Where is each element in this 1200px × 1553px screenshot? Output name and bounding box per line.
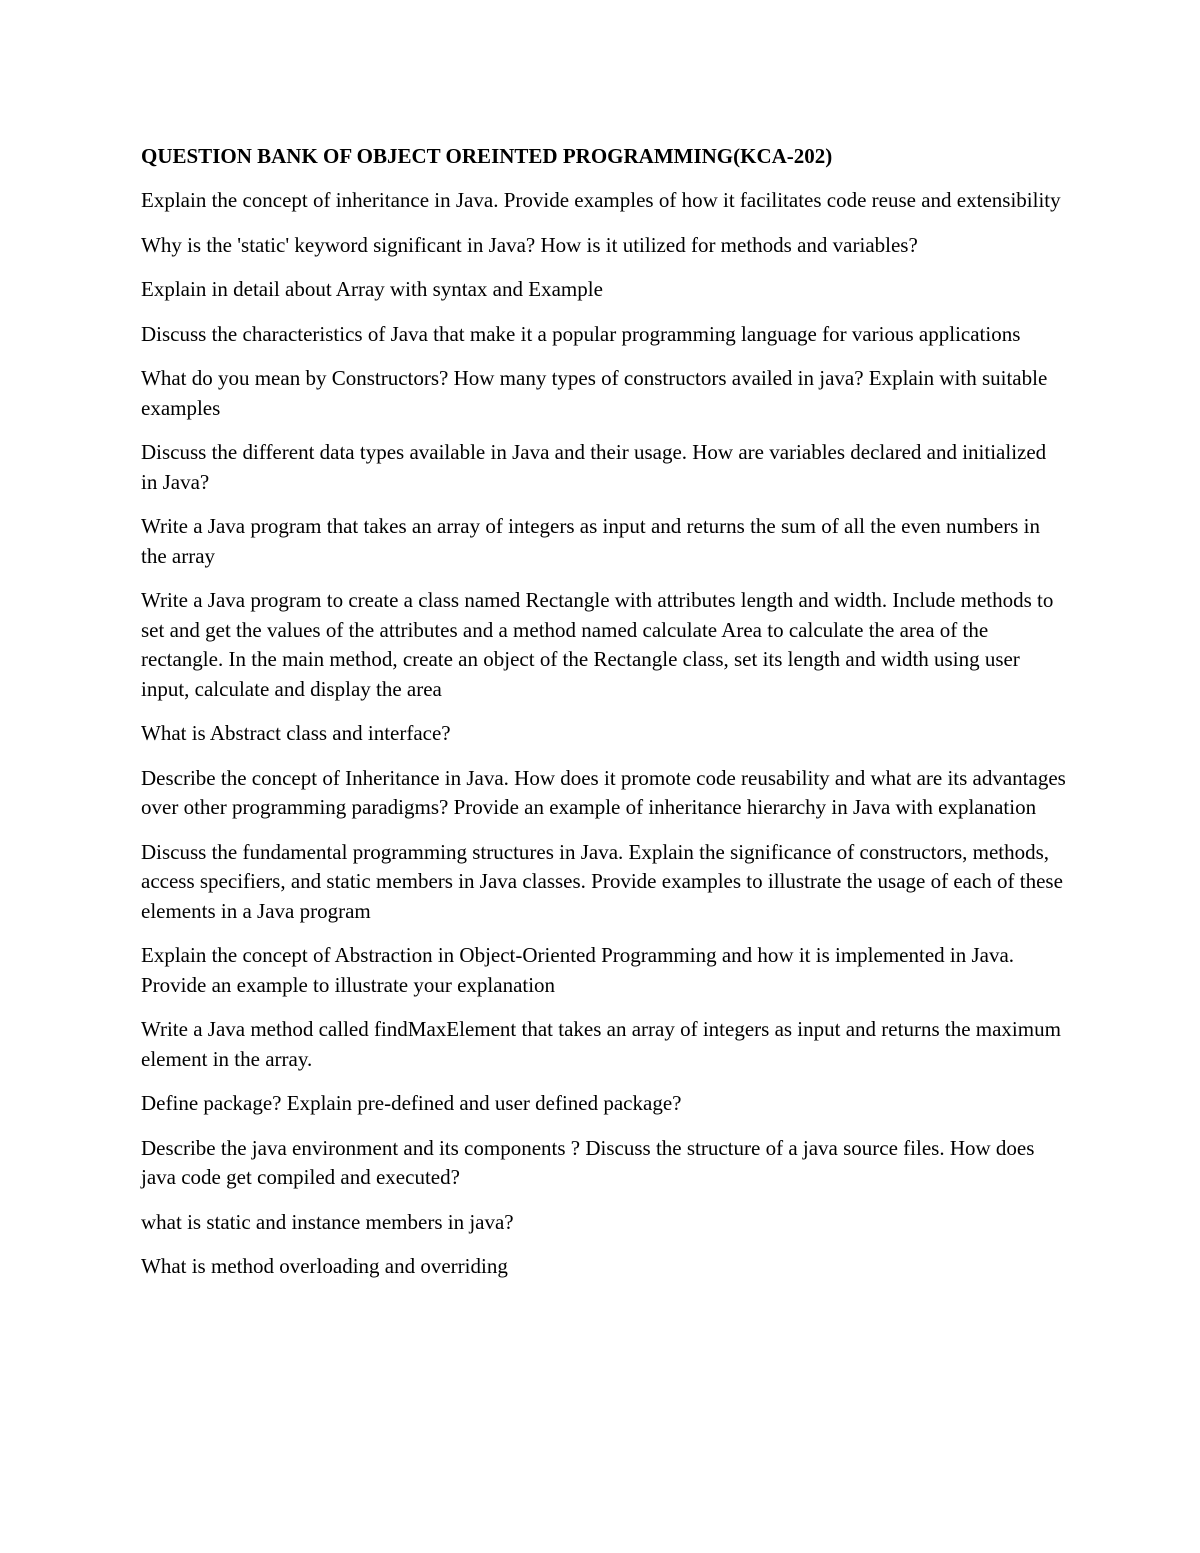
question-list	[141, 186, 1066, 1282]
question-item: Write a Java method called findMaxElement that takes an array of integers as input and returns the maximum element in the array.	[141, 1017, 1061, 1071]
question-item: Why is the 'static' keyword significant in Java? How is it utilized for methods and variables?	[141, 232, 918, 257]
question-item: Discuss the characteristics of Java that make it a popular programming language for various applications	[141, 321, 1021, 346]
question-item: Define package? Explain pre-defined and user defined package?	[141, 1091, 682, 1115]
question-item: What do you mean by Constructors? How many types of constructors availed in java? Explain with suitable examples	[141, 366, 1048, 420]
question-item: Explain the concept of Abstraction in Object-Oriented Programming and how it is implemented in Java. Provide an example to illustrate your explanation	[141, 943, 1015, 997]
question-item: What is method overloading and overriding	[141, 1254, 508, 1278]
question-item: Explain in detail about Array with syntax and Example	[141, 277, 603, 301]
question-item: Describe the concept of Inheritance in Java. How does it promote code reusability and what are its advantages over other programming paradigms? Provide an example of inheritance hierarchy in Java with explanation	[141, 765, 1066, 819]
question-item: Explain the concept of inheritance in Java. Provide examples of how it facilitates code reuse and extensibility	[141, 188, 1061, 212]
question-item: Discuss the fundamental programming structures in Java. Explain the significance of constructors, methods, access specifiers, and static members in Java classes. Provide examples to illustrate the usage of each of these elements in a Java program	[141, 839, 1063, 923]
question-item: Write a Java program that takes an array of integers as input and returns the sum of all the even numbers in the array	[141, 514, 1040, 568]
document-content	[141, 142, 1066, 1297]
document-title: QUESTION BANK OF OBJECT OREINTED PROGRAMMING(KCA-202)	[141, 144, 833, 168]
question-item: Describe the java environment and its components ? Discuss the structure of a java source files. How does java code get compiled and executed?	[141, 1135, 1035, 1189]
question-item: what is static and instance members in java?	[141, 1209, 514, 1234]
question-item: Write a Java program to create a class named Rectangle with attributes length and width. Include methods to set and get the values of the attributes and a method named calculate Area to calculate the area of the rectangle. In the main method, create an object of the Rectangle class, set its length and width using user input, calculate and display the area	[141, 588, 1054, 701]
question-item: Discuss the different data types available in Java and their usage. How are variables declared and initialized in Java?	[141, 440, 1047, 494]
question-item: What is Abstract class and interface?	[141, 721, 451, 745]
